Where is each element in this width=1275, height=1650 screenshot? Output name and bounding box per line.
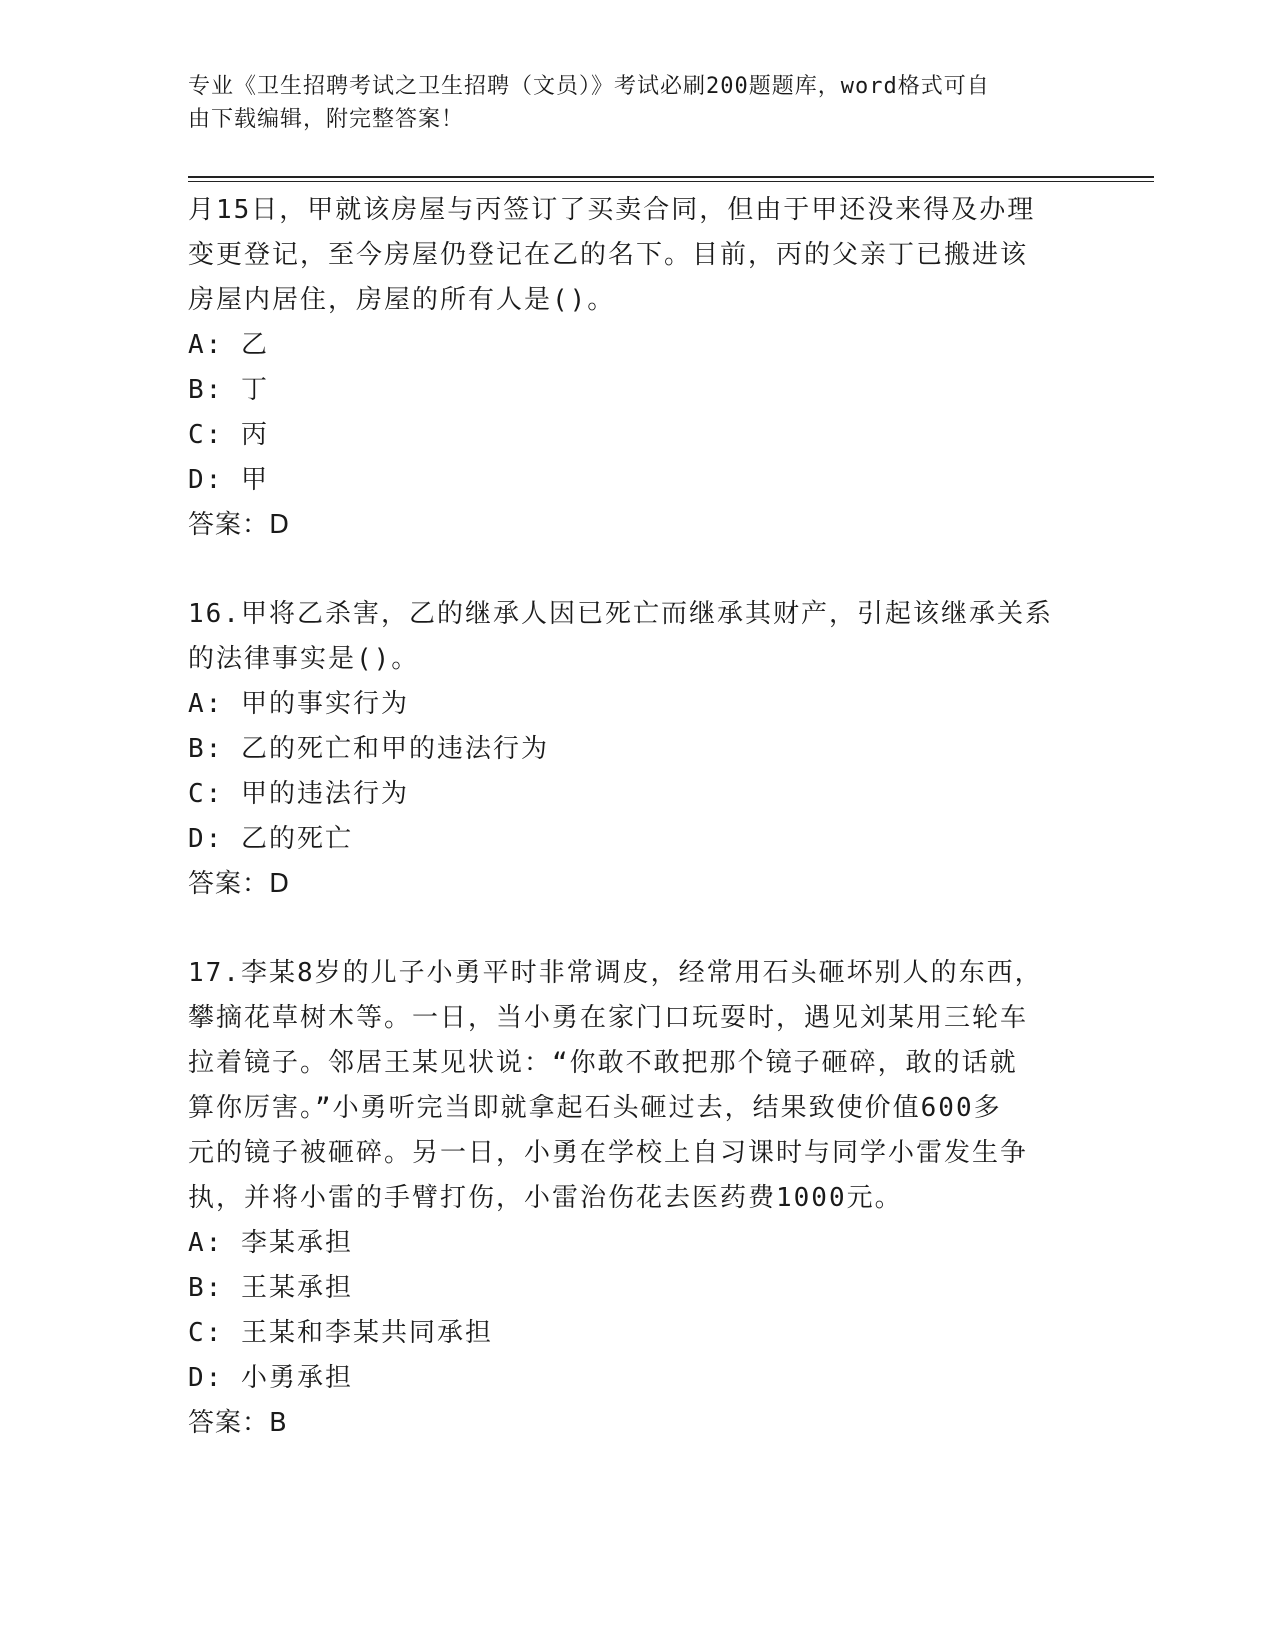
question-text-line: 变更登记，至今房屋仍登记在乙的名下。目前，丙的父亲丁已搬进该 [188,240,1029,270]
option-a: A: 乙 [188,330,269,360]
option-b: B: 乙的死亡和甲的违法行为 [188,734,549,764]
question-16 [188,592,1088,907]
header-line-1: 专业《卫生招聘考试之卫生招聘（文员）》考试必刷200题题库，word格式可自 [188,74,990,99]
option-c: C: 王某和李某共同承担 [188,1318,493,1348]
question-text-line: 17.李某8岁的儿子小勇平时非常调皮，经常用石头砸坏别人的东西， [188,958,1043,988]
question-text-line: 算你厉害。”小勇听完当即就拿起石头砸过去，结果致使价值600多 [188,1093,1002,1123]
option-b: B: 王某承担 [188,1273,353,1303]
question-text-line: 房屋内居住，房屋的所有人是()。 [188,285,616,315]
answer-line: 答案：D [188,869,291,899]
option-d: D: 小勇承担 [188,1363,353,1393]
answer-line: 答案：B [188,1408,288,1438]
question-text-line: 拉着镜子。邻居王某见状说：“你敢不敢把那个镜子砸碎，敢的话就 [188,1048,1018,1078]
option-b: B: 丁 [188,375,269,405]
question-text-line: 的法律事实是()。 [188,644,420,674]
question-text-line: 元的镜子被砸碎。另一日，小勇在学校上自习课时与同学小雷发生争 [188,1138,1029,1168]
option-d: D: 乙的死亡 [188,824,353,854]
option-d: D: 甲 [188,465,269,495]
question-15 [188,188,1088,548]
answer-line: 答案：D [188,510,291,540]
document-header [188,70,1088,136]
document-body [188,188,1088,1446]
option-c: C: 丙 [188,420,269,450]
question-spacer [188,907,1088,951]
header-divider-thin [188,181,1154,182]
question-text-line: 16.甲将乙杀害，乙的继承人因已死亡而继承其财产，引起该继承关系 [188,599,1053,629]
question-text-line: 攀摘花草树木等。一日，当小勇在家门口玩耍时，遇见刘某用三轮车 [188,1003,1029,1033]
option-a: A: 甲的事实行为 [188,689,409,719]
header-divider-thick [188,176,1154,178]
question-spacer [188,548,1088,592]
option-a: A: 李某承担 [188,1228,353,1258]
question-17 [188,951,1088,1446]
question-text-line: 月15日，甲就该房屋与丙签订了买卖合同，但由于甲还没来得及办理 [188,195,1036,225]
header-line-2: 由下载编辑，附完整答案！ [188,107,465,132]
option-c: C: 甲的违法行为 [188,779,409,809]
question-text-line: 执，并将小雷的手臂打伤，小雷治伤花去医药费1000元。 [188,1183,903,1213]
